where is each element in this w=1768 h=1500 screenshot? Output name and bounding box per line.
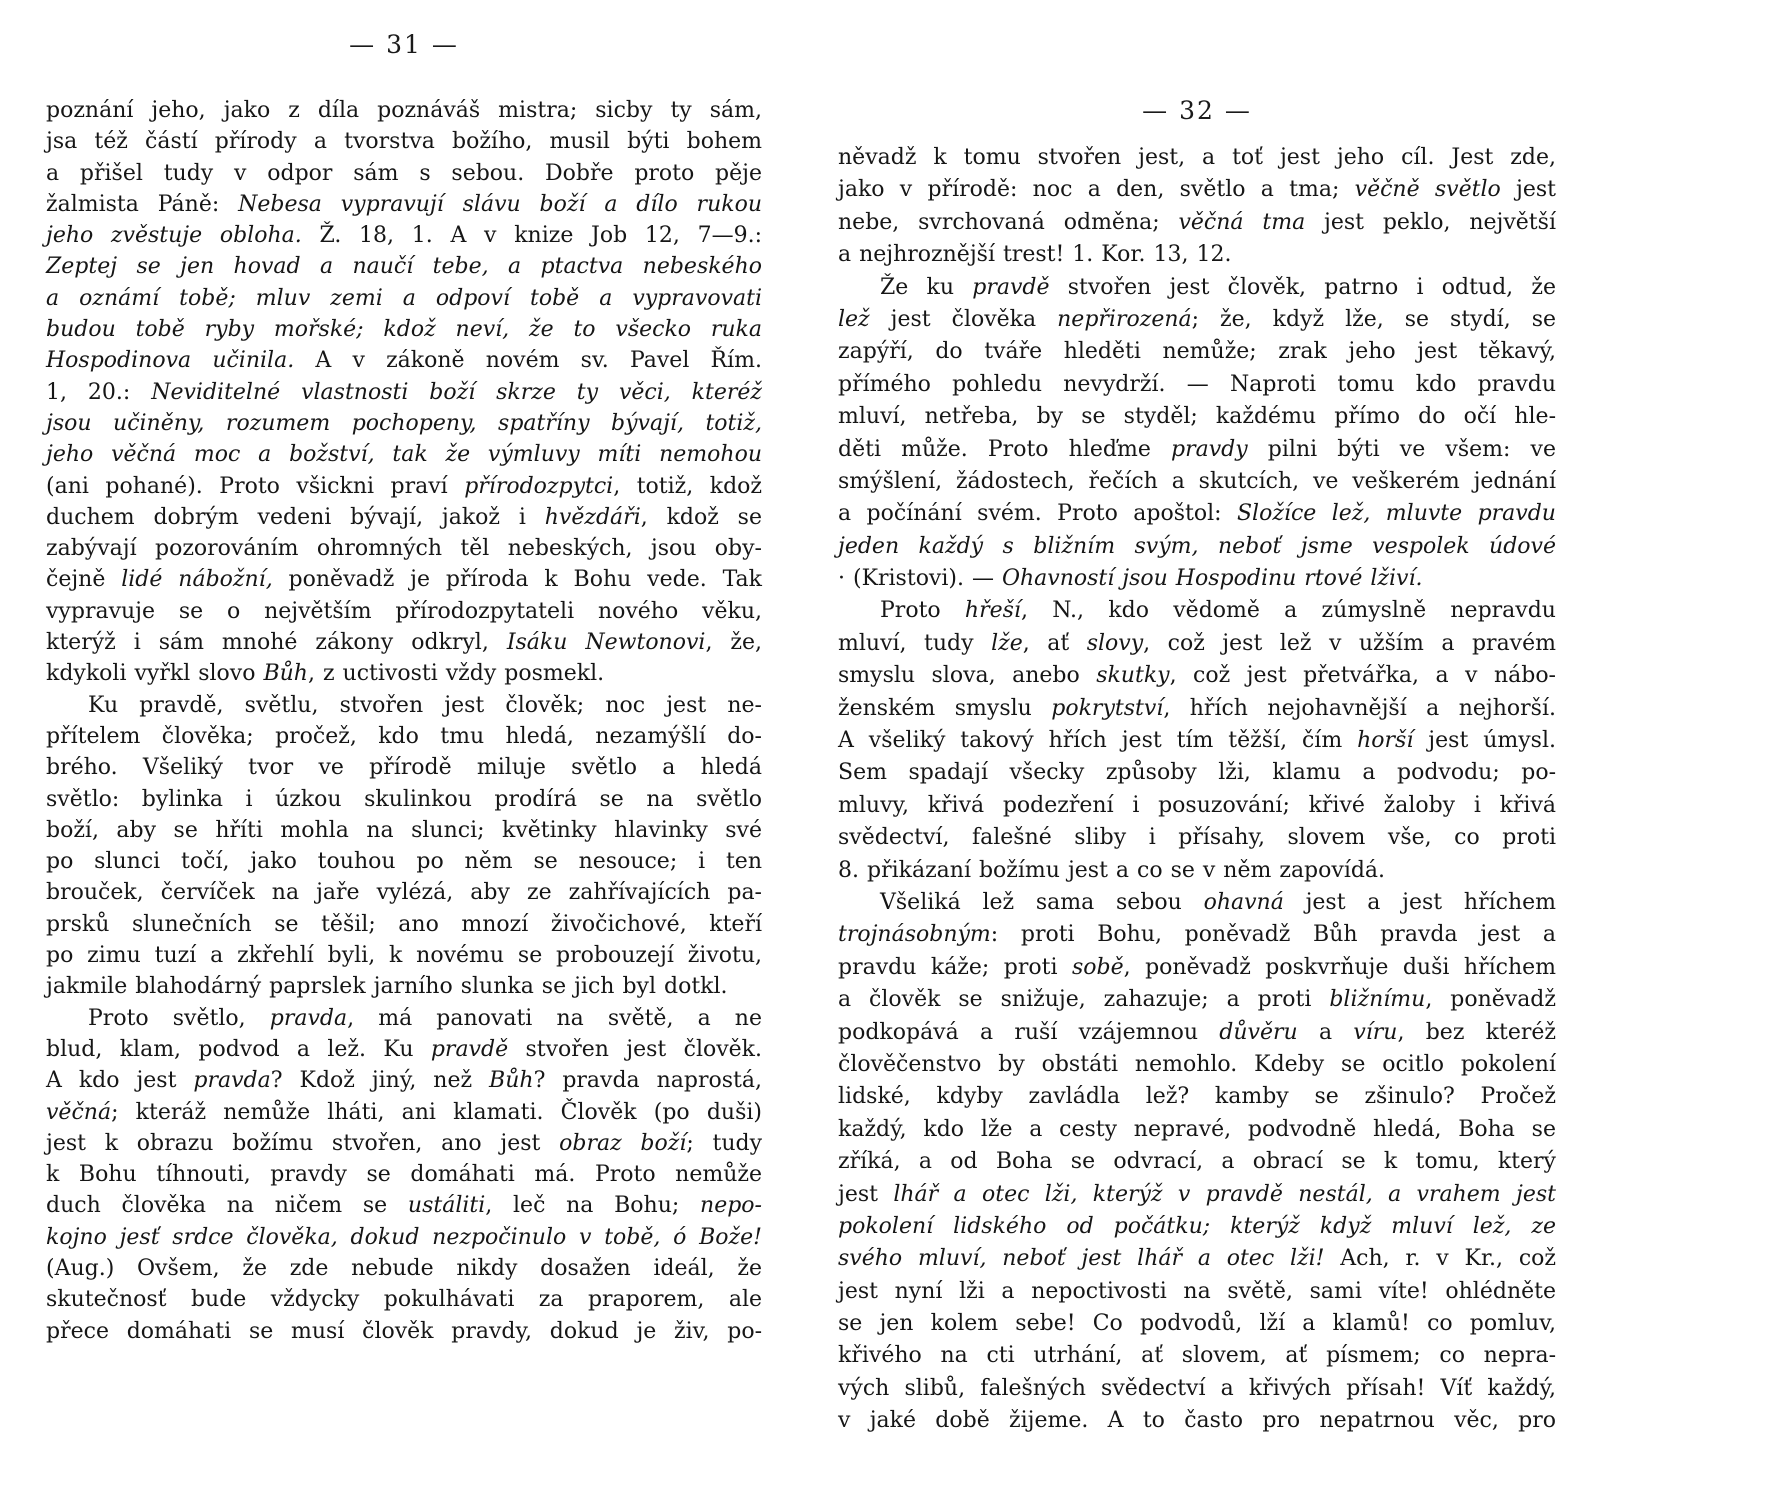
text-run: duch člověka na ničem se: [46, 1193, 408, 1219]
text-run: vypravuje se o největším přírodozpytateli nového věku,: [46, 598, 762, 624]
text-line: [838, 1114, 1556, 1146]
text-line: [46, 439, 762, 470]
text-run: zabývají pozorováním ohromných těl nebeských, jsou oby-: [46, 536, 762, 562]
text-run: ; kteráž nemůže lháti, ani klamati. Člověk (po duši): [111, 1099, 762, 1125]
text-line: [46, 1253, 762, 1284]
text-run-italic: bližnímu: [1329, 987, 1426, 1013]
text-line: [46, 314, 762, 345]
text-run: brého. Všeliký tvor ve přírodě miluje světlo a hledá: [46, 755, 762, 781]
text-run: , ať: [1022, 630, 1087, 656]
text-line: [46, 1003, 762, 1034]
text-run: po slunci točí, jako touhou po něm se nesouce; i ten: [46, 849, 762, 875]
text-run: , poněvadž poskvrňuje duši hříchem: [1123, 954, 1556, 980]
text-run: kdykoli vyřkl slovo: [46, 661, 264, 687]
text-run: Ž. 18, 1. A v knize Job 12, 7—9.:: [301, 223, 762, 249]
text-run: mluví, netřeba, by se styděl; každému přímo do očí hle-: [838, 404, 1556, 430]
text-run: , hřích nejohavnější a nejhorší.: [1163, 695, 1557, 721]
text-run-italic: ustáliti: [407, 1193, 486, 1219]
text-line: [838, 984, 1556, 1016]
text-run: poněvadž je příroda k Bohu vede. Tak: [272, 567, 762, 593]
text-line: [46, 533, 762, 564]
text-run: nebe, svrchovaná odměna;: [838, 209, 1179, 235]
text-line: [46, 784, 762, 815]
text-run: 8. přikázaní božímu jest a co se v něm zapovídá.: [838, 857, 1386, 883]
text-line: [46, 1034, 762, 1065]
text-run: smýšlení, žádostech, řečích a skutcích, ve veškerém jednání: [838, 468, 1556, 494]
text-line: [838, 1373, 1556, 1405]
text-run: 1, 20.:: [46, 379, 152, 405]
text-run: duchem dobrým vedeni bývají, jakož i: [46, 504, 545, 530]
text-run-italic: lhář a otec lži, kterýž v pravdě nestál, a vrahem jest: [893, 1181, 1556, 1207]
text-run-italic: věčně světlo: [1354, 177, 1501, 203]
text-line: [838, 790, 1556, 822]
text-run: Sem spadají všecky způsoby lži, klamu a podvodu; po-: [838, 760, 1556, 786]
text-line: [46, 564, 762, 595]
text-run: jest úmysl.: [1413, 728, 1556, 754]
text-run: , kdož se: [640, 504, 762, 530]
text-run-italic: pokrytství: [1051, 695, 1164, 721]
text-line: [46, 627, 762, 658]
text-line: [46, 1065, 762, 1096]
text-run-italic: Složíce lež, mluvte pravdu: [1236, 501, 1556, 527]
text-run-italic: Isáku Newtonovi: [506, 630, 706, 656]
text-run: Proto: [880, 598, 965, 624]
text-run: , bez kteréž: [1397, 1019, 1556, 1045]
text-run-italic: lidé nábožní,: [121, 567, 273, 593]
page-31: [46, 30, 762, 1347]
text-run: čejně: [46, 567, 122, 593]
text-run: v jaké době žijeme. A to často pro nepatrnou věc, pro: [838, 1408, 1556, 1434]
text-line: [838, 174, 1556, 206]
text-line: [46, 658, 762, 689]
text-line: [46, 189, 762, 220]
text-run: blud, klam, podvod a lež. Ku: [46, 1036, 431, 1062]
text-line: [838, 142, 1556, 174]
text-run: , z uctivosti vždy posmekl.: [307, 661, 605, 687]
text-run: děti může. Proto hleďme: [838, 436, 1171, 462]
text-run-italic: víru: [1353, 1019, 1398, 1045]
text-line: [838, 336, 1556, 368]
text-run: něvadž k tomu stvořen jest, a toť jest jeho cíl. Jest zde,: [838, 145, 1556, 170]
text-run: pravdu káže; proti: [838, 954, 1072, 980]
text-run: a nejhroznější trest! 1. Kor. 13, 12.: [838, 242, 1232, 268]
text-run: Že ku: [880, 274, 973, 300]
text-run: jest člověka: [869, 306, 1058, 332]
text-line: [838, 401, 1556, 433]
text-line: [838, 952, 1556, 984]
text-run: Všeliká lež sama sebou: [880, 889, 1204, 915]
text-run-italic: a oznámí tobě; mluv zemi a odpoví tobě a vypravovati: [46, 285, 762, 311]
text-line: [46, 1316, 762, 1347]
text-line: [838, 660, 1556, 692]
text-run-italic: sobě: [1072, 954, 1124, 980]
text-line: [838, 1276, 1556, 1308]
text-run: přítelem člověka; pročež, kdo tmu hledá, nezamýšlí do-: [46, 723, 762, 749]
text-line: [838, 1179, 1556, 1211]
text-line: [838, 1211, 1556, 1243]
text-line: [46, 1097, 762, 1128]
text-run-italic: nepřirozená: [1057, 306, 1192, 332]
text-line: [46, 690, 762, 721]
text-line: [838, 563, 1556, 595]
text-line: [838, 1308, 1556, 1340]
text-line: [838, 272, 1556, 304]
text-line: [46, 1128, 762, 1159]
text-run-italic: Bůh: [263, 661, 308, 687]
text-run-italic: věčná tma: [1178, 209, 1306, 235]
text-line: [46, 345, 762, 376]
text-line: [838, 466, 1556, 498]
text-run: Ach, r. v Kr., což: [1324, 1246, 1556, 1272]
text-run: , totiž, kdož: [613, 473, 762, 499]
text-run-italic: pravdy: [1171, 436, 1248, 462]
text-run-italic: pravdě: [430, 1036, 509, 1062]
text-run: a počínání svém. Proto apoštol:: [838, 501, 1237, 527]
text-run: prsků slunečních se těšil; ano mnozí živočichové, kteří: [46, 911, 762, 937]
text-run: světlo: bylinka i úzkou skulinkou prodírá se na světlo: [46, 786, 762, 812]
text-line: [838, 855, 1556, 887]
text-run: se jen kolem sebe! Co podvodů, lží a klamů! co pomluv,: [838, 1311, 1556, 1337]
text-run: mluvy, křivá podezření i posuzování; křivé žaloby i křivá: [838, 792, 1556, 818]
text-run: jest nyní lži a nepoctivosti na světě, sami víte! ohlédněte: [838, 1278, 1556, 1304]
text-line: [46, 1190, 762, 1221]
text-run: zříká, a od Boha se odvrací, a obrací se k tomu, který: [838, 1149, 1556, 1175]
text-run: , což jest lež v užším a pravém: [1143, 630, 1556, 656]
text-line: [838, 1405, 1556, 1437]
text-run: a: [1297, 1019, 1354, 1045]
text-run-italic: jsou učiněny, rozumem pochopeny, spatříny bývají, totiž,: [46, 410, 762, 436]
text-line: [46, 940, 762, 971]
text-run-italic: Zeptej se jen hovad a naučí tebe, a ptactva nebeského: [46, 254, 762, 280]
text-line: [838, 822, 1556, 854]
text-line: [46, 251, 762, 282]
text-run-italic: Ohavností jsou Hospodinu rtové lživí.: [1001, 566, 1423, 592]
text-run: jsa též částí přírody a tvorstva božího, musil býti bohem: [46, 129, 762, 155]
text-run-italic: hřeší: [964, 598, 1021, 624]
text-run: A všeliký takový hřích jest tím těžší, čím: [838, 728, 1358, 754]
text-run-italic: Neviditelné vlastnosti boží skrze ty věci, kteréž: [151, 379, 762, 405]
text-run-italic: Nebesa vypravují slávu boží a dílo rukou: [238, 191, 762, 217]
text-run: , má panovati na světě, a ne: [347, 1005, 762, 1031]
text-run: pilni býti ve všem: ve: [1247, 436, 1556, 462]
text-line: [46, 377, 762, 408]
text-line: [46, 126, 762, 157]
text-run: jakmile blahodárný paprslek jarního slunka se jich byl dotkl.: [46, 974, 728, 1000]
text-run-italic: obraz boží: [559, 1130, 687, 1156]
text-run: , leč na Bohu;: [485, 1193, 701, 1219]
text-line: [838, 498, 1556, 530]
text-run: : proti Bohu, poněvadž Bůh pravda jest a: [990, 922, 1556, 948]
text-run-italic: Hospodinova učinila.: [46, 348, 295, 374]
text-run-italic: hvězdáři: [544, 504, 641, 530]
text-line: [838, 1081, 1556, 1113]
text-line: [46, 971, 762, 1002]
text-run: ; že, když lže, se stydí, se: [1191, 306, 1557, 332]
text-run: žalmista Páně:: [46, 191, 239, 217]
text-run-italic: lež: [838, 306, 870, 332]
text-run: skutečnosť bude vždycky pokulhávati za praporem, ale: [46, 1287, 762, 1313]
text-run: brouček, červíček na jaře vylézá, aby ze zahřívajících pa-: [46, 880, 762, 906]
text-line: [838, 304, 1556, 336]
text-run: jako v přírodě: noc a den, světlo a tma;: [838, 177, 1355, 203]
text-line: [838, 887, 1556, 919]
text-run: a přišel tudy v odpor sám s sebou. Dobře proto pěje: [46, 160, 762, 186]
text-run: , že,: [705, 630, 763, 656]
text-run: každý, kdo lže a cesty nepravé, podvodně hledá, Boha se: [838, 1116, 1556, 1142]
text-run: ; tudy: [686, 1130, 763, 1156]
text-line: [838, 595, 1556, 627]
text-line: [838, 207, 1556, 239]
text-run-italic: nepo-: [700, 1193, 762, 1219]
text-run: A kdo jest: [46, 1068, 194, 1094]
text-line: [46, 752, 762, 783]
text-run-italic: pravdě: [972, 274, 1050, 300]
text-run: boží, aby se hříti mohla na slunci; květinky hlavinky své: [46, 817, 762, 843]
text-run: poznání jeho, jako z díla poznáváš mistra; sicby ty sám,: [46, 98, 762, 123]
text-line: [46, 408, 762, 439]
text-line: [46, 1284, 762, 1315]
text-run-italic: důvěru: [1219, 1019, 1298, 1045]
text-line: [46, 95, 762, 126]
text-line: [46, 502, 762, 533]
text-line: [46, 220, 762, 251]
text-run: mluví, tudy: [838, 630, 992, 656]
text-run: jest: [1500, 177, 1556, 203]
text-run: přímého pohledu nevydrží. — Naproti tomu kdo pravdu: [838, 371, 1556, 397]
text-line: [838, 1049, 1556, 1081]
text-run: podkopává a ruší vzájemnou: [838, 1019, 1220, 1045]
text-run: · (Kristovi). —: [838, 566, 1002, 592]
text-run-italic: budou tobě ryby mořské; kdož neví, že to všecko ruka: [46, 317, 762, 343]
text-run-italic: slovy: [1086, 630, 1144, 656]
text-run-italic: skutky: [1096, 663, 1170, 689]
text-line: [838, 919, 1556, 951]
text-run-italic: Bůh: [489, 1068, 534, 1094]
text-run-italic: pravda: [269, 1005, 348, 1031]
text-line: [46, 471, 762, 502]
text-line: [46, 815, 762, 846]
text-run: ? Kdož jiný, než: [270, 1068, 490, 1094]
page-number-left: — 31 —: [349, 30, 459, 59]
text-run-italic: přírodozpytci: [464, 473, 614, 499]
text-run: stvořen jest člověk, patrno i odtud, že: [1049, 274, 1556, 300]
page-number-right: — 32 —: [1142, 96, 1252, 125]
text-line: [838, 1340, 1556, 1372]
text-line: [838, 531, 1556, 563]
page-32: [838, 96, 1556, 1438]
text-run: svědectví, falešné sliby i přísahy, slovem vše, co proti: [838, 825, 1556, 851]
text-line: [46, 1159, 762, 1190]
text-line: [46, 283, 762, 314]
text-run: , N., kdo vědomě a zúmyslně nepravdu: [1020, 598, 1556, 624]
text-line: [838, 434, 1556, 466]
text-run: a člověk se snižuje, zahazuje; a proti: [838, 987, 1330, 1013]
text-run: přece domáhati se musí člověk pravdy, dokud je živ, po-: [46, 1318, 762, 1344]
text-run: ženském smyslu: [838, 695, 1052, 721]
text-line: [46, 909, 762, 940]
text-run-italic: horší: [1357, 728, 1414, 754]
text-line: [838, 628, 1556, 660]
page-32-text: [838, 142, 1556, 1438]
text-run: lidské, kdyby zavládla lež? kamby se zšinulo? Pročež: [838, 1084, 1556, 1110]
text-run-italic: pokolení lidského od počátku; kterýž když mluví lež, ze: [838, 1213, 1556, 1239]
text-run: Ku pravdě, světlu, stvořen jest člověk; noc jest ne-: [88, 692, 762, 718]
text-run: ? pravda naprostá,: [533, 1068, 762, 1094]
text-line: [838, 369, 1556, 401]
text-line: [46, 1222, 762, 1253]
text-run-italic: pravda: [193, 1068, 271, 1094]
text-line: [46, 877, 762, 908]
text-run: (ani pohané). Proto všickni praví: [46, 473, 465, 499]
page-31-text: [46, 95, 762, 1347]
text-line: [838, 1146, 1556, 1178]
text-run-italic: věčná: [46, 1099, 112, 1125]
text-line: [46, 158, 762, 189]
text-run: jest peklo, největší: [1305, 209, 1556, 235]
text-run-italic: kojno jesť srdce člověka, dokud nezpočinulo v tobě, ó Bože!: [46, 1224, 762, 1250]
text-run: po zimu tuzí a zkřehlí byli, k novému se probouzejí životu,: [46, 943, 762, 969]
text-run: , což jest přetvářka, a v nábo-: [1169, 663, 1556, 689]
text-run: vých slibů, falešných svědectví a křivých přísah! Víť každý,: [838, 1375, 1556, 1401]
text-run: , poněvadž: [1425, 987, 1556, 1013]
text-line: [838, 1243, 1556, 1275]
text-run: Proto světlo,: [88, 1005, 270, 1031]
text-line: [838, 725, 1556, 757]
text-run: zapýří, do tváře hleděti nemůže; zrak jeho jest těkavý,: [838, 339, 1556, 365]
text-run: křivého na cti utrhání, ať slovem, ať písmem; co nepra-: [838, 1343, 1556, 1369]
text-run-italic: ohavná: [1203, 889, 1284, 915]
text-run: smyslu slova, anebo: [838, 663, 1097, 689]
text-run: (Aug.) Ovšem, že zde nebude nikdy dosažen ideál, že: [46, 1255, 762, 1281]
text-run-italic: svého mluví, neboť jest lhář a otec lži!: [838, 1246, 1325, 1272]
text-line: [838, 239, 1556, 271]
text-line: [46, 596, 762, 627]
text-run-italic: trojnásobným: [838, 922, 991, 948]
text-run-italic: jeden každý s bližním svým, neboť jsme vespolek údové: [838, 533, 1556, 559]
text-run: jest: [838, 1181, 894, 1207]
text-run: kterýž i sám mnohé zákony odkryl,: [46, 630, 507, 656]
text-line: [46, 721, 762, 752]
text-run: jest k obrazu božímu stvořen, ano jest: [46, 1130, 560, 1156]
text-line: [838, 693, 1556, 725]
text-run: stvořen jest člověk.: [508, 1036, 762, 1062]
text-run: jest a jest hříchem: [1283, 889, 1556, 915]
text-run: člověčenstvo by obstáti nemohlo. Kdeby se ocitlo pokolení: [838, 1051, 1556, 1077]
text-run: A v zákoně novém sv. Pavel Řím.: [294, 348, 763, 374]
text-run-italic: lže: [991, 630, 1023, 656]
text-line: [46, 846, 762, 877]
text-run-italic: jeho zvěstuje obloha.: [46, 223, 302, 249]
text-run: k Bohu tíhnouti, pravdy se domáhati má. Proto nemůže: [46, 1162, 762, 1188]
text-line: [838, 1017, 1556, 1049]
text-line: [838, 757, 1556, 789]
text-run-italic: jeho věčná moc a božství, tak že výmluvy míti nemohou: [46, 442, 762, 468]
